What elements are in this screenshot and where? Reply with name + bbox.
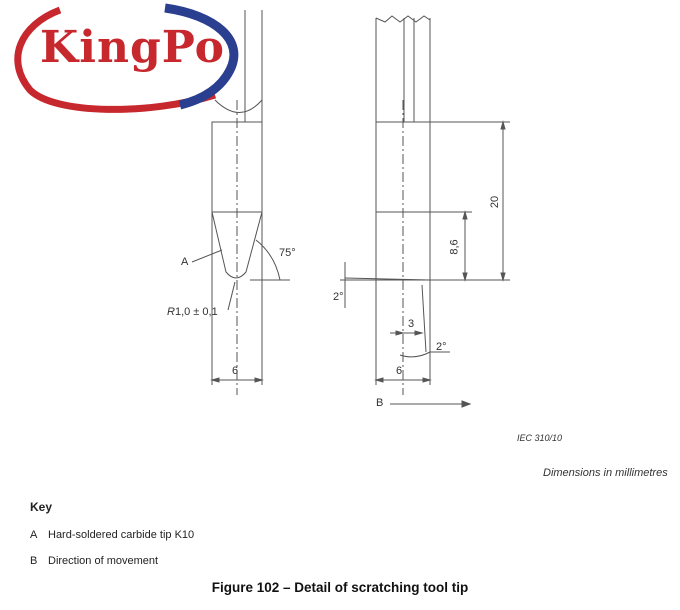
figure-caption: Figure 102 – Detail of scratching tool tip [211, 580, 469, 595]
key-title: Key [30, 500, 53, 514]
leader-A [192, 250, 222, 262]
label-dim3: 3 [408, 318, 415, 330]
angle2-right-arc [400, 352, 430, 357]
label-angle2-right: 2° [436, 341, 447, 353]
label-angle2-left: 2° [333, 291, 344, 303]
label-radius [167, 306, 218, 318]
key-letter: A [30, 529, 38, 541]
units-note: Dimensions in millimetres [543, 467, 668, 479]
label-radius-r: R [167, 306, 175, 318]
key-text: Direction of movement [48, 555, 159, 567]
logo: KingPo [40, 22, 225, 73]
key-text: Hard-soldered carbide tip K10 [48, 529, 195, 541]
label-radius-value: 1,0 ± 0,1 [174, 306, 218, 318]
leader-radius [228, 282, 235, 310]
label-angle75: 75° [279, 247, 296, 259]
label-dim6-right: 6 [396, 365, 403, 377]
angle75-arc [256, 240, 280, 280]
label-A: A [181, 256, 189, 268]
key-item-A [30, 529, 194, 541]
label-dim86: 8,6 [448, 239, 461, 255]
label-B: B [376, 397, 384, 409]
key-letter: B [30, 555, 38, 567]
key-item-B [30, 555, 158, 567]
label-dim6-left: 6 [232, 365, 239, 377]
label-dim20: 20 [489, 195, 502, 209]
iec-reference: IEC 310/10 [517, 433, 563, 443]
